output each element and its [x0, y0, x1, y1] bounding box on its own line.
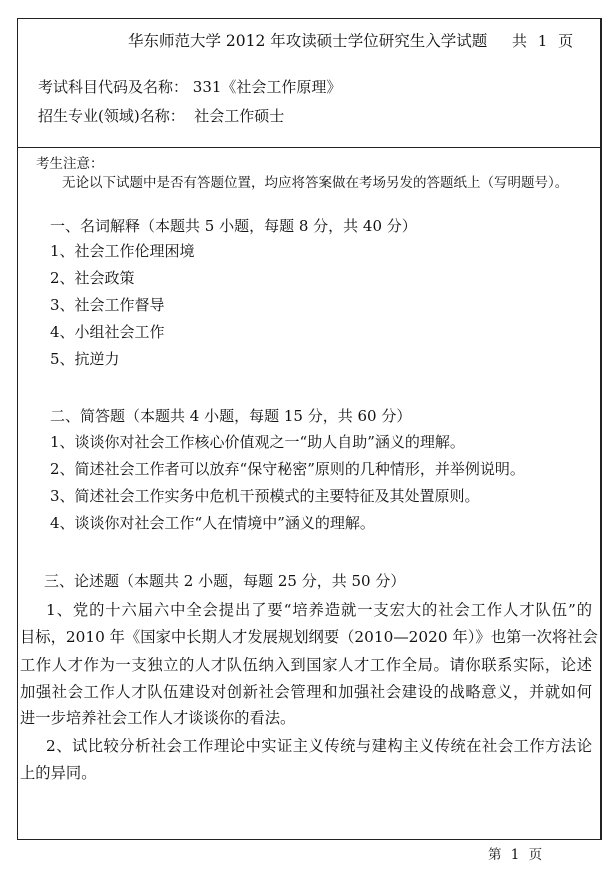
essay-q1-line: 1、党的十六届六中全会提出了要“培养造就一支宏大的社会工作人才队伍”的 [46, 601, 592, 619]
major-line [38, 107, 284, 125]
short-question: 4、谈谈你对社会工作“人在情境中”涵义的理解。 [50, 514, 375, 532]
section-3-heading: 三、论述题（本题共 2 小题，每题 25 分，共 50 分） [44, 572, 406, 590]
term-item: 5、抗逆力 [50, 350, 120, 368]
essay-q1-line: 目标，2010 年《国家中长期人才发展规划纲要（2010—2020 年）》也第一次将社会 [20, 628, 598, 646]
subject-label: 考试科目代码及名称： [38, 78, 189, 96]
section-1-heading: 一、名词解释（本题共 5 小题，每题 8 分，共 40 分） [50, 217, 417, 235]
page-number: 第 1 页 [488, 847, 543, 863]
short-question: 1、谈谈你对社会工作核心价值观之一“助人自助”涵义的理解。 [50, 433, 465, 451]
notice-label: 考生注意： [36, 156, 104, 172]
essay-q1-line: 加强社会工作人才队伍建设对创新社会管理和加强社会建设的战略意义，并就如何 [20, 683, 592, 701]
essay-q2-line: 上的异同。 [20, 764, 97, 782]
term-item: 3、社会工作督导 [50, 296, 165, 314]
page-count: 共 1 页 [512, 32, 574, 50]
exam-title: 华东师范大学 2012 年攻读硕士学位研究生入学试题 [128, 32, 488, 50]
short-question: 2、简述社会工作者可以放弃“保守秘密”原则的几种情形，并举例说明。 [50, 460, 525, 478]
essay-q2-line: 2、试比较分析社会工作理论中实证主义传统与建构主义传统在社会工作方法论 [46, 737, 592, 755]
short-question: 3、简述社会工作实务中危机干预模式的主要特征及其处置原则。 [50, 487, 480, 505]
notice-text: 无论以下试题中是否有答题位置，均应将答案做在考场另发的答题纸上（写明题号）。 [62, 175, 569, 191]
term-item: 4、小组社会工作 [50, 323, 165, 341]
term-item: 2、社会政策 [50, 269, 135, 287]
essay-q1-line: 进一步培养社会工作人才谈谈你的看法。 [20, 709, 296, 727]
essay-q1-line: 工作人才作为一支独立的人才队伍纳入到国家人才工作全局。请你联系实际，论述 [20, 656, 592, 674]
subject-line [38, 78, 341, 96]
major-value: 社会工作硕士 [194, 107, 285, 125]
header-divider [18, 147, 600, 148]
section-2-heading: 二、简答题（本题共 4 小题，每题 15 分，共 60 分） [50, 407, 412, 425]
major-label: 招生专业(领域)名称： [38, 107, 185, 125]
term-item: 1、社会工作伦理困境 [50, 242, 195, 260]
subject-value: 331《社会工作原理》 [192, 78, 342, 96]
